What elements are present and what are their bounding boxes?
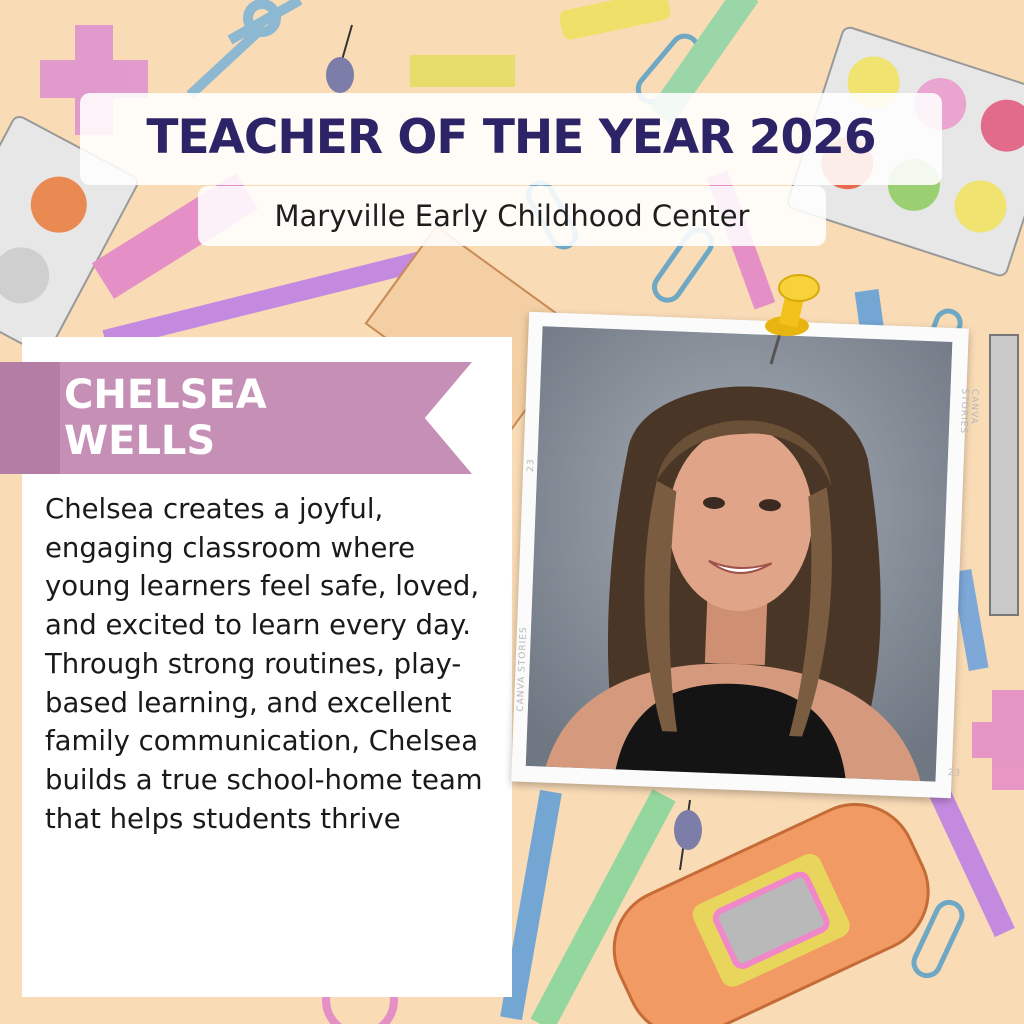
name-banner-shade [0, 362, 60, 474]
honoree-first-name: CHELSEA [64, 372, 267, 418]
honoree-last-name: WELLS [64, 418, 216, 464]
portrait-illustration [526, 326, 953, 781]
pushpin-icon [757, 268, 837, 368]
frame-number: 23 [947, 768, 962, 779]
honoree-name [64, 372, 444, 464]
teacher-portrait [526, 326, 953, 781]
frame-number: 23 [526, 458, 537, 473]
page-title: TEACHER OF THE YEAR 2026 [146, 110, 876, 165]
photo-frame [511, 312, 980, 799]
frame-label: CANVA STORIES [957, 388, 980, 435]
frame-label: CANVA STORIES [515, 626, 530, 712]
school-name: Maryville Early Childhood Center [274, 199, 750, 233]
honoree-bio: Chelsea creates a joyful, engaging classroom where young learners feel safe, loved, and excited to learn every day. Through strong routines, play-based learning, and excellent family communication, Chelsea builds a true school-home team that helps students thrive [45, 493, 483, 835]
minus-sign-icon [410, 55, 515, 87]
